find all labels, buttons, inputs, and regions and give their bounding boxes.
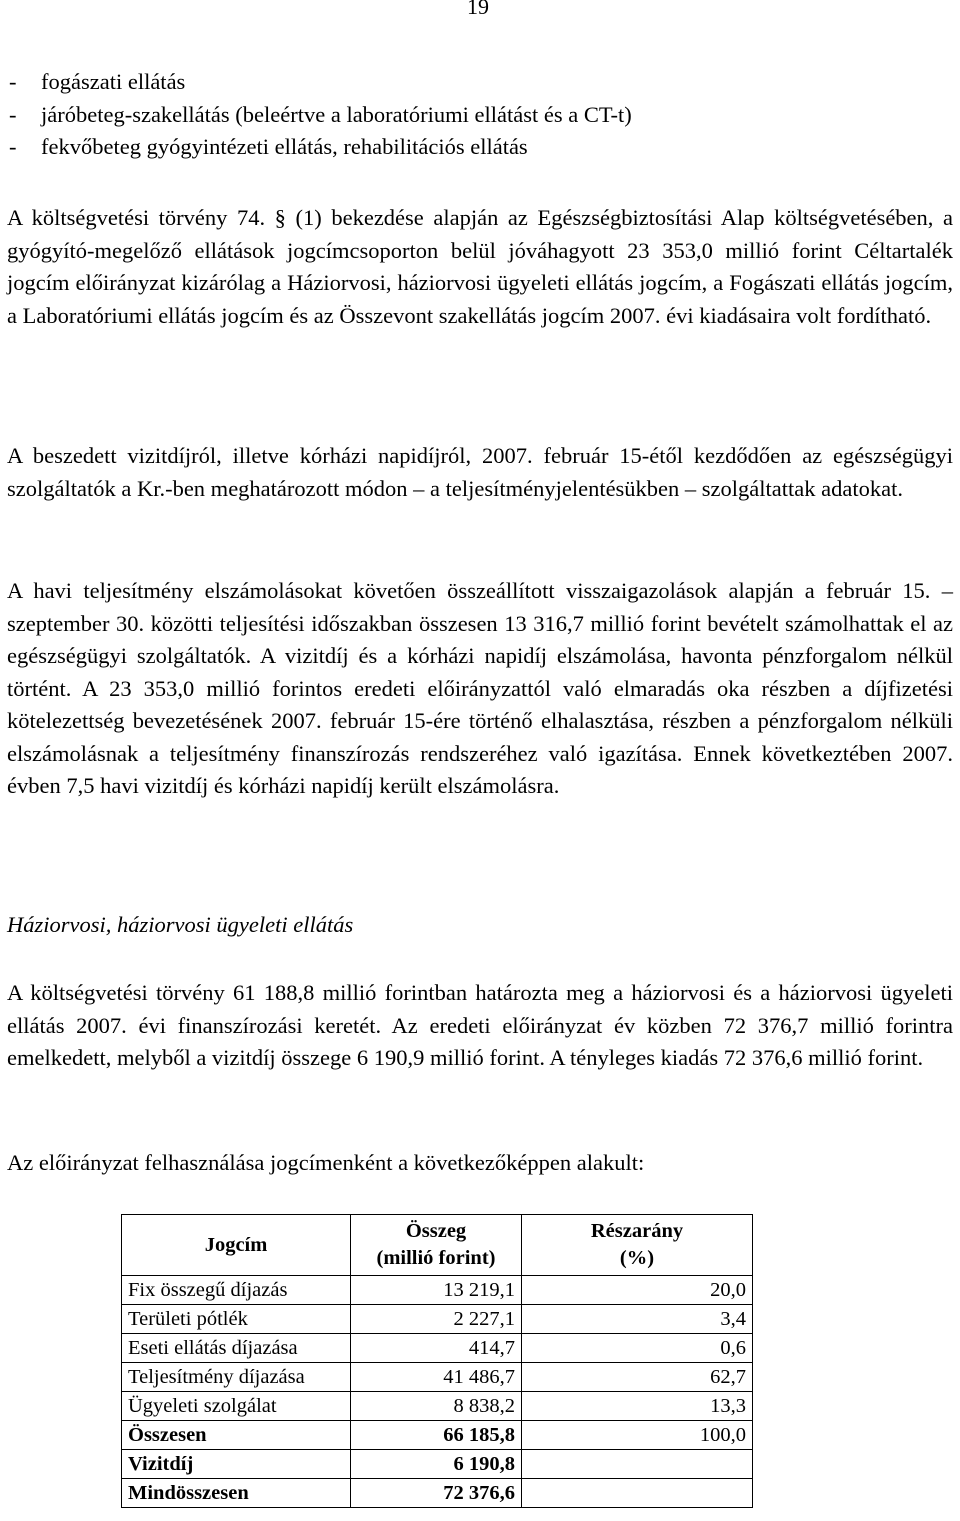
table-header-row	[122, 1215, 753, 1276]
row-name: Fix összegű díjazás	[122, 1276, 351, 1305]
bullet-item	[7, 66, 953, 99]
header-osszeg	[351, 1215, 522, 1276]
total-name: Összesen	[122, 1421, 351, 1450]
bullet-item	[7, 99, 953, 132]
row-amount: 41 486,7	[351, 1363, 522, 1392]
table-row	[122, 1305, 753, 1334]
row-name: Területi pótlék	[122, 1305, 351, 1334]
bullet-item	[7, 131, 953, 164]
row-share: 13,3	[522, 1392, 753, 1421]
table-row	[122, 1363, 753, 1392]
allocation-table	[121, 1214, 753, 1508]
grand-total-share	[522, 1479, 753, 1508]
row-share: 3,4	[522, 1305, 753, 1334]
grand-total-name: Mindösszesen	[122, 1479, 351, 1508]
row-share: 20,0	[522, 1276, 753, 1305]
row-amount: 2 227,1	[351, 1305, 522, 1334]
row-amount: 8 838,2	[351, 1392, 522, 1421]
bullet-list	[7, 66, 953, 164]
table-visit-fee-row	[122, 1450, 753, 1479]
row-share: 62,7	[522, 1363, 753, 1392]
paragraph-budget-law: A költségvetési törvény 74. § (1) bekezdése alapján az Egészségbiztosítási Alap költségvetésében, a gyógyító-megelőző ellátások jogcímcsoporton belül jóváhagyott 23 353,0 millió forint Céltartalék jogcím előirányzat kizárólag a Háziorvosi, háziorvosi ügyeleti ellátás jogcím, a Fogászati ellátás jogcím, a Laboratóriumi ellátás jogcím és az Összevont szakellátás jogcím 2007. évi kiadásaira volt fordítható.	[7, 205, 953, 328]
bullet-dash: -	[9, 134, 17, 159]
visit-fee-share	[522, 1450, 753, 1479]
visit-fee-amount: 6 190,8	[351, 1450, 522, 1479]
header-osszeg-line1: Összeg	[405, 1220, 467, 1242]
visit-fee-name: Vizitdíj	[122, 1450, 351, 1479]
paragraph-monthly-settlement: A havi teljesítmény elszámolásokat követően összeállított visszaigazolások alapján a február 15. – szeptember 30. közötti teljesítési időszakban összesen 13 316,7 millió forint bevételt számolhattak el az egészségügyi szolgáltatók. A vizitdíj és a kórházi napidíj elszámolása, havonta pénzforgalom nélkül történt. A 23 353,0 millió forintos eredeti előirányzattól való elmaradás oka részben a díjfizetési kötelezettség bevezetésének 2007. február 15-ére történő elhalasztása, részben a pénzforgalom nélküli elszámolásnak a teljesítmény finanszírozás rendszeréhez való igazítása. Ennek következtében 2007. évben 7,5 havi vizitdíj és kórházi napidíj került elszámolásra.	[7, 578, 953, 798]
header-jogcim: Jogcím	[122, 1215, 351, 1276]
row-amount: 414,7	[351, 1334, 522, 1363]
bullet-dash: -	[9, 69, 17, 94]
row-share: 0,6	[522, 1334, 753, 1363]
table-total-row	[122, 1421, 753, 1450]
page-number: 19	[467, 0, 489, 19]
row-amount: 13 219,1	[351, 1276, 522, 1305]
header-osszeg-line2: (millió forint)	[376, 1247, 496, 1269]
table-row	[122, 1276, 753, 1305]
total-amount: 66 185,8	[351, 1421, 522, 1450]
header-reszarany	[522, 1215, 753, 1276]
table-row	[122, 1392, 753, 1421]
bullet-dash: -	[9, 101, 17, 127]
paragraph-table-intro: Az előirányzat felhasználása jogcímenként a következőképpen alakult:	[7, 1150, 645, 1175]
bullet-text: járóbeteg-szakellátás (beleértve a laboratóriumi ellátást és a CT-t)	[41, 101, 632, 127]
paragraph-gp-budget: A költségvetési törvény 61 188,8 millió forintban határozta meg a háziorvosi és a háziorvosi ügyeleti ellátás 2007. évi finanszírozási keretét. Az eredeti előirányzat év közben 72 376,7 millió forintra emelkedett, melyből a vizitdíj összege 6 190,9 millió forint. A tényleges kiadás 72 376,6 millió forint.	[7, 980, 953, 1070]
row-name: Teljesítmény díjazása	[122, 1363, 351, 1392]
table-grand-total-row	[122, 1479, 753, 1508]
paragraph-visit-fee-data: A beszedett vizitdíjról, illetve kórházi napidíjról, 2007. február 15-étől kezdődően az egészségügyi szolgáltatók a Kr.-ben meghatározott módon – a teljesítményjelentésükben – szolgáltattak adatokat.	[7, 443, 953, 501]
header-reszarany-line2: (%)	[619, 1247, 655, 1269]
row-name: Eseti ellátás díjazása	[122, 1334, 351, 1363]
section-heading: Háziorvosi, háziorvosi ügyeleti ellátás	[7, 912, 354, 937]
table-row	[122, 1334, 753, 1363]
row-name: Ügyeleti szolgálat	[122, 1392, 351, 1421]
bullet-text: fogászati ellátás	[41, 69, 186, 94]
header-reszarany-line1: Részarány	[590, 1220, 684, 1242]
grand-total-amount: 72 376,6	[351, 1479, 522, 1508]
bullet-text: fekvőbeteg gyógyintézeti ellátás, rehabilitációs ellátás	[41, 134, 528, 159]
total-share: 100,0	[522, 1421, 753, 1450]
